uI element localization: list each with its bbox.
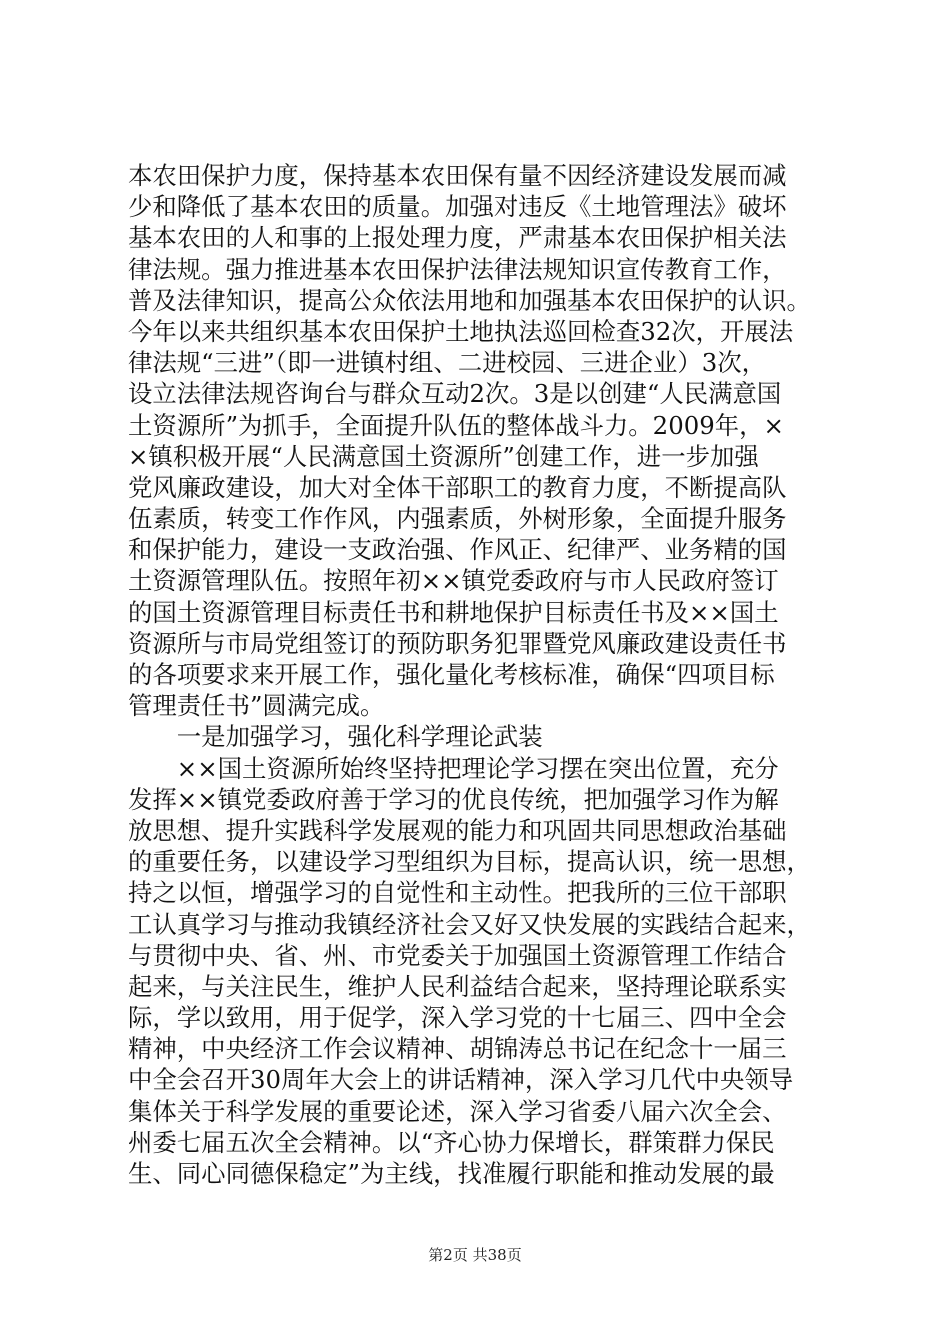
text-line: 的重要任务，以建设学习型组织为目标，提高认识，统一思想， <box>128 847 811 877</box>
text-line: 持之以恒，增强学习的自觉性和主动性。把我所的三位干部职 <box>128 878 787 908</box>
text-line: 基本农田的人和事的上报处理力度，严肃基本农田保护相关法 <box>128 223 787 253</box>
text-line: 党风廉政建设，加大对全体干部职工的教育力度，不断提高队 <box>128 472 787 502</box>
text-line: 管理责任书”圆满完成。 <box>128 691 385 721</box>
text-line: ××国土资源所始终坚持把理论学习摆在突出位置，充分 <box>128 753 779 783</box>
text-line: 州委七届五次全会精神。以“齐心协力保增长，群策群力保民 <box>128 1127 775 1157</box>
text-line: 土资源管理队伍。按照年初××镇党委政府与市人民政府签订 <box>128 566 779 596</box>
text-line: 放思想、提升实践科学发展观的能力和巩固共同思想政治基础 <box>128 815 787 845</box>
text-line: 普及法律知识，提高公众依法用地和加强基本农田保护的认识。 <box>128 285 811 315</box>
text-line: 的各项要求来开展工作，强化量化考核标准，确保“四项目标 <box>128 660 775 689</box>
body-text <box>128 160 828 1189</box>
text-line: 本农田保护力度，保持基本农田保有量不因经济建设发展而减 <box>128 161 787 190</box>
text-line: 资源所与市局党组签订的预防职务犯罪暨党风廉政建设责任书 <box>128 628 787 658</box>
text-line: 发挥××镇党委政府善于学习的优良传统，把加强学习作为解 <box>128 784 779 814</box>
text-line: 律法规“三进”（即一进镇村组、二进校园、三进企业）3次， <box>128 348 767 378</box>
text-line: 土资源所”为抓手，全面提升队伍的整体战斗力。2009年，× <box>128 410 784 440</box>
text-line: 律法规。强力推进基本农田保护法律法规知识宣传教育工作， <box>128 254 787 284</box>
text-line: 际，学以致用，用于促学，深入学习党的十七届三、四中全会 <box>128 1003 787 1033</box>
text-line: 和保护能力，建设一支政治强、作风正、纪律严、业务精的国 <box>128 535 787 565</box>
page-footer: 第2页 共38页 <box>428 1246 522 1264</box>
text-line: 少和降低了基本农田的质量。加强对违反《土地管理法》破坏 <box>128 192 787 222</box>
text-line: 与贯彻中央、省、州、市党委关于加强国土资源管理工作结合 <box>128 940 787 970</box>
text-line: 一是加强学习，强化科学理论武装 <box>128 722 543 752</box>
text-line: 今年以来共组织基本农田保护土地执法巡回检查32次，开展法 <box>128 316 794 346</box>
text-line: 工认真学习与推动我镇经济社会又好又快发展的实践结合起来， <box>128 909 811 939</box>
text-line: ×镇积极开展“人民满意国土资源所”创建工作，进一步加强 <box>128 441 759 471</box>
text-line: 中全会召开30周年大会上的讲话精神，深入学习几代中央领导 <box>128 1065 794 1095</box>
text-line: 精神，中央经济工作会议精神、胡锦涛总书记在纪念十一届三 <box>128 1034 787 1064</box>
text-line: 的国土资源管理目标责任书和耕地保护目标责任书及××国土 <box>128 597 779 627</box>
text-line: 伍素质，转变工作作风，内强素质，外树形象，全面提升服务 <box>128 504 787 534</box>
text-line: 设立法律法规咨询台与群众互动2次。3是以创建“人民满意国 <box>128 379 782 409</box>
text-line: 生、同心同德保稳定”为主线，找准履行职能和推动发展的最 <box>128 1159 775 1188</box>
text-line: 起来，与关注民生，维护人民利益结合起来，坚持理论联系实 <box>128 971 787 1001</box>
text-line: 集体关于科学发展的重要论述，深入学习省委八届六次全会、 <box>128 1096 787 1126</box>
